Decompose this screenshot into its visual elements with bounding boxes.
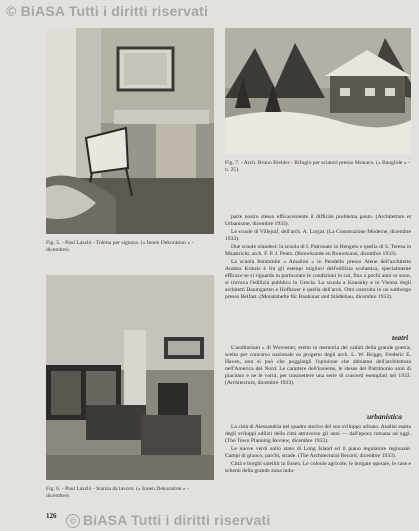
page-number: 126 — [46, 512, 57, 520]
section-heading-urbanistica: urbanistica — [367, 412, 403, 421]
photo-ski-refuge — [225, 28, 411, 154]
photo-study-room — [46, 275, 214, 480]
paragraph: Due scuole olandesi: la scuola di I. Patronato in Hengelo e quella di S. Teresa in Maastricht, arch. F. P. J. Peutz. (Bouwkunde en Bouwkunst, dicembre 1933). — [225, 244, 411, 257]
paragraph: L'auditorium » di Worcester, eretto in memoria dei caduti della grande guerra; scelto per concorso nazionale su progetto degli arch. L. W. Briggs, Frederic E. Haven, non si può che poggiargli l'opinione che abbiamo dell'architettura nell'America del Nord. Le carattere dell'insieme, le stesse del Patrimonio anni di piaciono e ne le vorrà, per trasmettere una serie di concerti esemplari nel 1933. (Architecture, dicembre 1933). — [225, 345, 411, 386]
text-column-urbanistica — [225, 424, 411, 476]
caption-fig6: Fig. 6. - Paul László - Stanza da lavoro. (« Innen Dekoration » - dicembre). — [46, 486, 189, 499]
caption-fig7: Fig. 7. - Arch. Bruno Biehler - Rifugio per sciatori presso Monaco. (« Bauglide » - n. 25). — [225, 160, 410, 173]
paragraph: La città di Alessandria nel quadro storico del suo sviluppo urbano. Analisi esatta degli sviluppi edilizi della città attraverso gli anni — dall'epoca romana ad oggi. (The Town Planning Review, dicembre 1933). — [225, 424, 411, 444]
paragraph: Città e borghi satelliti in Essen. Le colonie agricole, le borgate operaie, le case e schemi della grande zona indu- — [225, 460, 411, 474]
watermark-text-top: © BiASA Tutti i diritti riservati — [6, 3, 209, 19]
study-room-illustration — [46, 275, 214, 480]
dressing-table-illustration — [46, 28, 214, 234]
paragraph: Le scuole di Villejuif, dell'arch. A. Lurçat. (La Construzione Moderne, dicembre 1933). — [225, 229, 411, 242]
watermark-text-bottom: BiASA Tutti i diritti riservati — [83, 512, 271, 528]
paragraph: Le nuove verdi sullo stato di Long Island ed il piano regolatore regionale. Campi di giuoco, parchi, strade. (The Architectural Record, dicembre 1933). — [225, 445, 411, 459]
caption-fig5: Fig. 5. - Paul László - Toletta per signora. (« Innen Dekoration » - dicembre). — [46, 240, 194, 253]
watermark-bottom — [66, 512, 270, 528]
paragraph: La scuola femminile « Amalion » in Pendelin presso Atene dell'architetto Andrea Kriezis è fra gli esempi migliori dell'edilizia scolastica, specialmente efficace se si riguarda in particolare le condizioni in cui, fino a pochi anni or sono, si trovava l'edilizia pubblica in Grecia. La scuola a Kousnky e in Vienna degli architetti Baumgarten e Hofbauer è quella dell'arch. Otto costruita in un sobborgo presso Belfast. (Monatshefte für Baukunst und Städtebau, dicembre 1933). — [225, 259, 411, 300]
copyright-seal-icon: © — [66, 514, 80, 528]
section-heading-teatri: teatri — [392, 333, 409, 342]
watermark-top — [6, 3, 208, 19]
text-column-top — [225, 214, 411, 302]
text-column-teatri — [225, 345, 411, 388]
photo-dressing-table — [46, 28, 214, 234]
paragraph: parte nostro stesso efficacemente il difficile problema posto. (Architetture et Urbanisme, dicembre 1933). — [225, 214, 411, 227]
ski-refuge-illustration — [225, 28, 411, 154]
